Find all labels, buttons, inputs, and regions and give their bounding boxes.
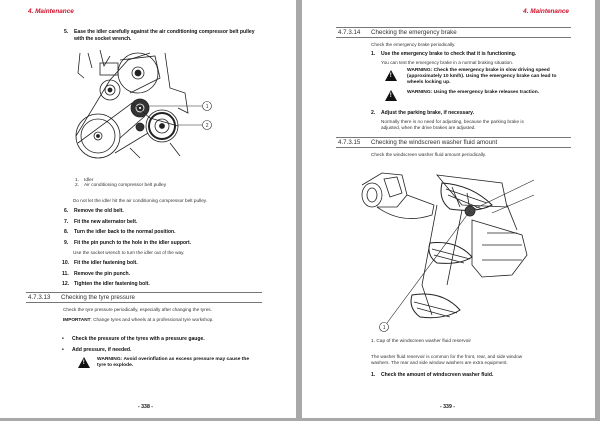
callout-2: 2 <box>205 122 209 129</box>
steps-10-12: 10. Fit the idler fastening bolt. 11. Remove the pin punch. 12. Tighten the idler fastening bolt. <box>62 260 150 288</box>
brake-step-2: 2. Adjust the parking brake, if necessary. <box>371 110 475 116</box>
page-number: - 338 - <box>138 404 153 410</box>
warning-icon <box>385 70 397 81</box>
idler-note: Do not let the idler hit the air conditioning compressor belt pulley. <box>73 198 208 203</box>
warning-icon <box>385 90 397 101</box>
brake-intro: Check the emergency brake periodically. <box>371 42 456 47</box>
legend-item: 1. Idler <box>75 178 94 183</box>
warning-icon <box>78 357 90 368</box>
washer-intro: Check the windscreen washer fluid amount periodically. <box>371 152 487 157</box>
section-heading-4-7-3-13: 4.7.3.13 Checking the tyre pressure <box>26 292 262 303</box>
important-note: IMPORTANT: Change tyres and wheels at a professional tyre workshop. <box>63 317 214 322</box>
page-number: - 339 - <box>440 404 455 410</box>
figure-legend <box>75 178 166 189</box>
right-page <box>302 0 595 418</box>
washer-step-1: 1. Check the amount of windscreen washer fluid. <box>371 372 494 378</box>
chapter-header: 4. Maintenance <box>523 8 569 15</box>
section-heading-4-7-3-14: 4.7.3.14 Checking the emergency brake <box>336 27 571 38</box>
overinflation-warning: WARNING: Avoid overinflation as excess pressure may cause the tyre to explode. <box>97 357 250 368</box>
tyre-bullets: • Check the pressure of the tyres with a pressure gauge. • Add pressure, if needed. <box>62 336 205 353</box>
chapter-header: 4. Maintenance <box>28 8 74 15</box>
washer-reservoir-diagram <box>342 165 542 335</box>
callout-1: 1 <box>205 103 209 110</box>
legend-item: 2. Air conditioning compressor belt pulley <box>75 183 167 189</box>
section-heading-4-7-3-15: 4.7.3.15 Checking the windscreen washer fluid amount <box>336 137 571 148</box>
step-5: 5. Ease the idler carefully against the air conditioning compressor belt pulley with the socket wrench. <box>64 29 255 42</box>
brake-step-2-note: Normally there is no need for adjusting, because the parking brake is adjusted, when the drive brakes are adjusted. <box>381 119 524 131</box>
tyre-intro: Check the tyre pressure periodically, especially after changing the tyres. <box>63 307 212 312</box>
brake-step-1-note: You can test the emergency brake in a normal braking situation. <box>381 60 514 65</box>
engine-belt-diagram <box>70 48 220 160</box>
brake-warning-2: WARNING: Using the emergency brake releases traction. <box>407 90 540 95</box>
figure-caption: 1. Cap of the windscreen washer fluid reservoir <box>371 339 471 344</box>
left-page <box>0 0 296 418</box>
steps-6-9: 6. Remove the old belt. 7. Fit the new alternator belt. 8. Turn the idler back to the normal position. 9. Fit the pin punch to the hole in the idler support. <box>64 208 192 246</box>
socket-note: Use the socket wrench to turn the idler out of the way. <box>73 250 185 255</box>
brake-step-1: 1. Use the emergency brake to check that it is functioning. <box>371 51 517 57</box>
callout-1: 1 <box>382 324 386 331</box>
brake-warning-1: WARNING: Check the emergency brake in slow driving speed (approximately 10 km/h). Using the emergency brake can lead to wheels locking up. <box>407 68 557 85</box>
washer-paragraph: The washer fluid reservoir is common for the front, rear, and side window washers. The rear and side window washers are extra equipment. <box>371 354 523 366</box>
